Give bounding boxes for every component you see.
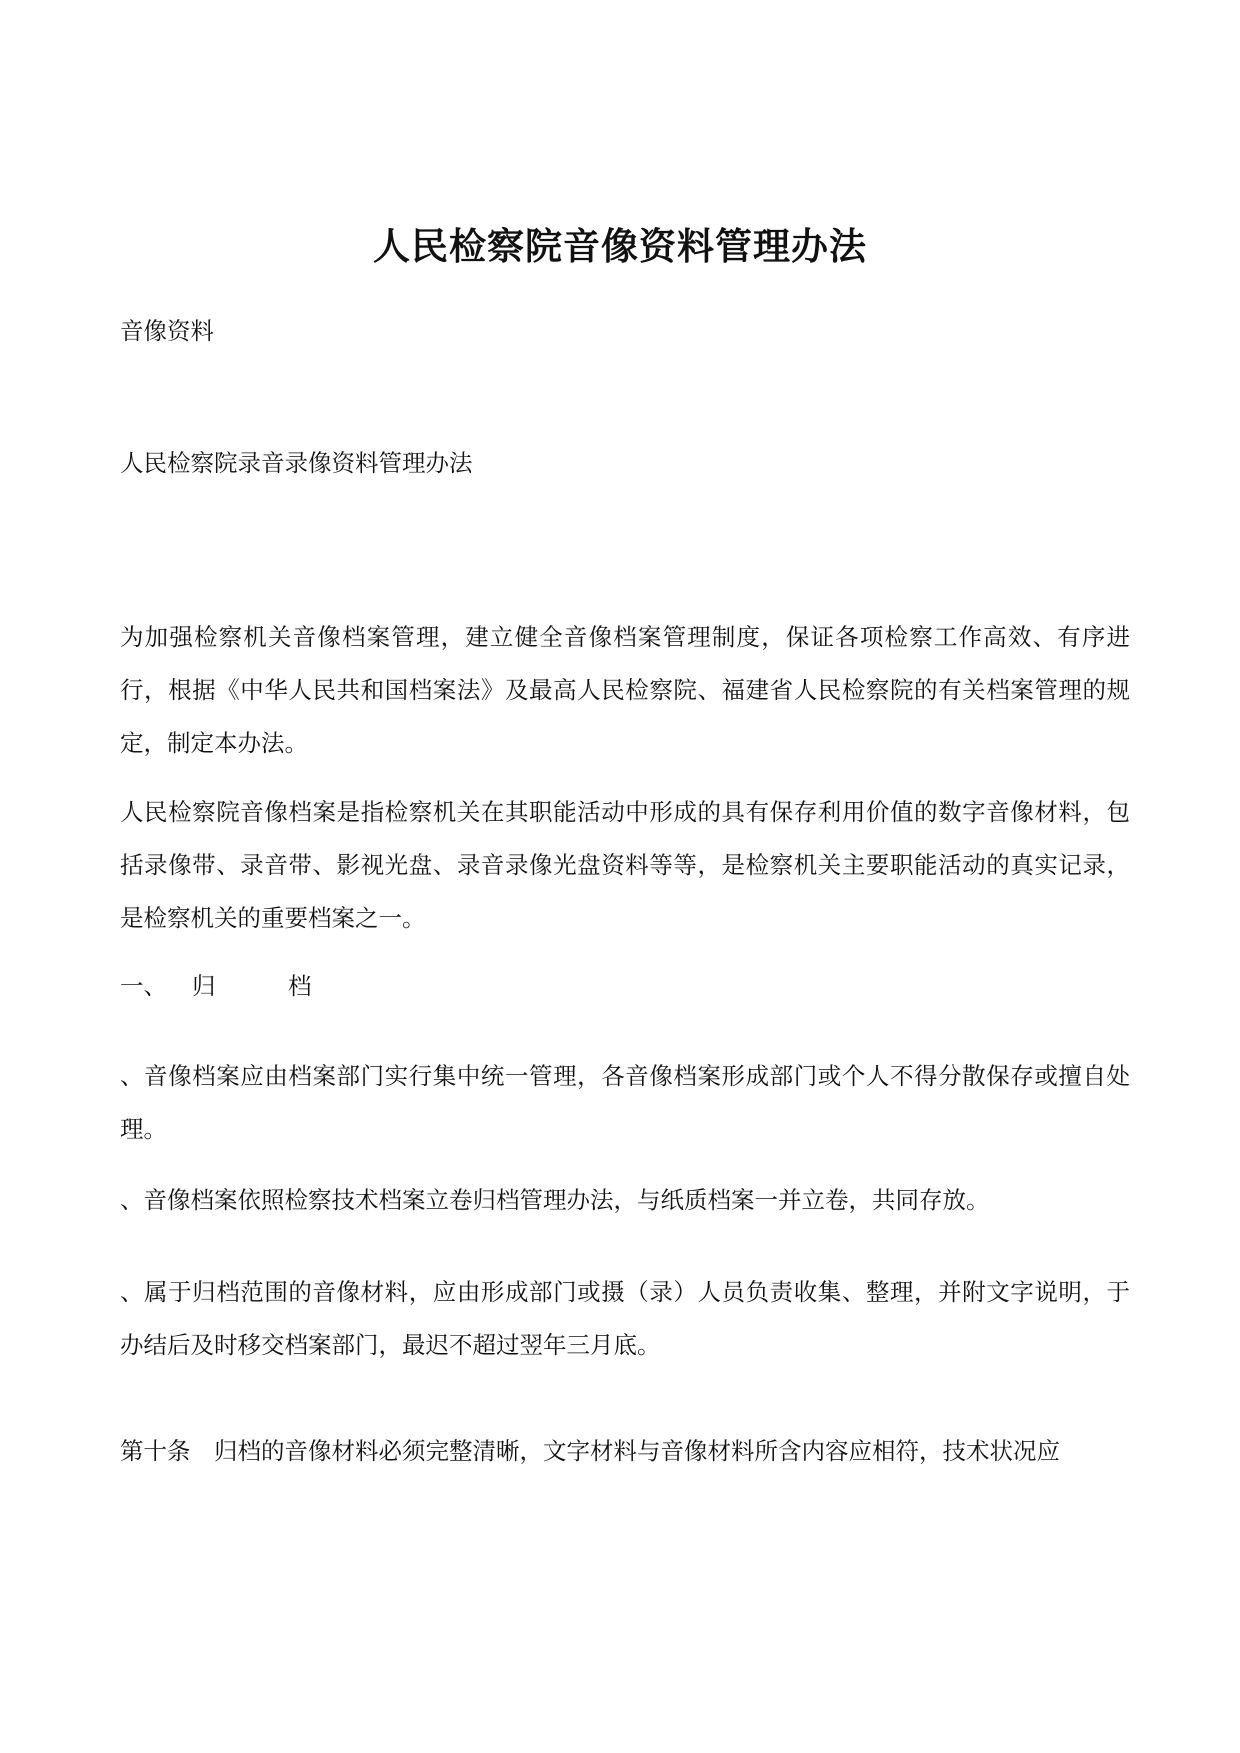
clause-paragraph: 、属于归档范围的音像材料，应由形成部门或摄（录）人员负责收集、整理，并附文字说明，于办结后及时移交档案部门，最迟不超过翌年三月底。 xyxy=(120,1278,1130,1359)
intro-paragraph: 为加强检察机关音像档案管理，建立健全音像档案管理制度，保证各项检察工作高效、有序进行，根据《中华人民共和国档案法》及最高人民检察院、福建省人民检察院的有关档案管理的规定，制定本办法。 xyxy=(120,623,1130,757)
definition-paragraph: 人民检察院音像档案是指检察机关在其职能活动中形成的具有保存利用价值的数字音像材料，包括录像带、录音带、影视光盘、录音录像光盘资料等等，是检察机关主要职能活动的真实记录，是检察机关的重要档案之一。 xyxy=(120,798,1130,932)
section-title-char-1: 归 xyxy=(192,972,216,1000)
document-title: 人民检察院音像资料管理办法 xyxy=(373,224,867,268)
section-title-char-2: 档 xyxy=(288,972,312,1000)
clause-ten-paragraph: 第十条 归档的音像材料必须完整清晰，文字材料与音像材料所含内容应相符，技术状况应 xyxy=(120,1437,1060,1465)
document-subtitle: 人民检察院录音录像资料管理办法 xyxy=(120,449,473,477)
clause-paragraph: 、音像档案应由档案部门实行集中统一管理，各音像档案形成部门或个人不得分散保存或擅自处理。 xyxy=(120,1062,1130,1143)
section-number: 一、 xyxy=(120,972,167,1000)
clause-paragraph: 、音像档案依照检察技术档案立卷归档管理办法，与纸质档案一并立卷，共同存放。 xyxy=(120,1186,990,1214)
category-label: 音像资料 xyxy=(120,317,214,345)
section-heading xyxy=(120,968,312,1005)
